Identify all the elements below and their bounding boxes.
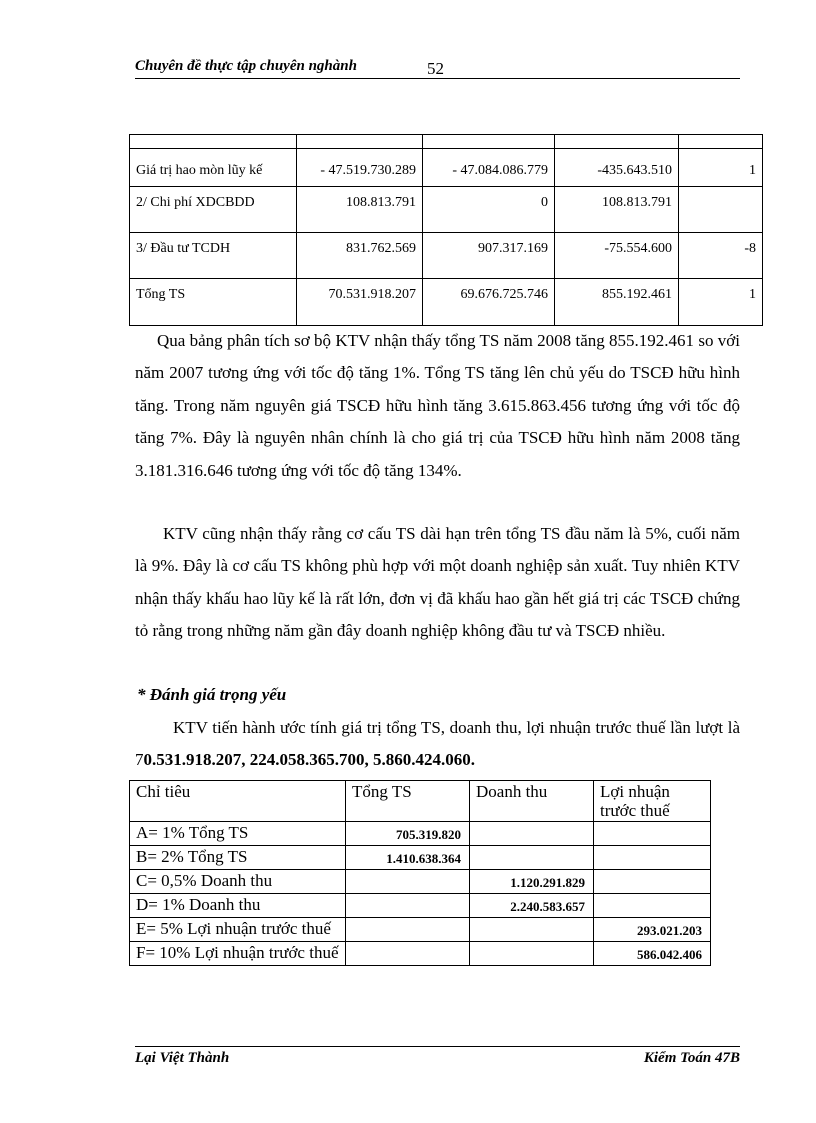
cell-value: 855.192.461: [555, 279, 679, 326]
row-label: Tổng TS: [130, 279, 297, 326]
cell-value: 907.317.169: [423, 233, 555, 279]
cell-value: [594, 846, 711, 870]
cell-value: 2.240.583.657: [470, 894, 594, 918]
cell-value: [679, 187, 763, 233]
column-header: Lợi nhuận trước thuế: [594, 781, 711, 822]
materiality-table: [129, 780, 711, 966]
row-label: B= 2% Tổng TS: [130, 846, 346, 870]
cell-value: 1: [679, 279, 763, 326]
table-row: [130, 233, 763, 279]
table-row: [130, 187, 763, 233]
table-row: [130, 918, 711, 942]
cell-value: 293.021.203: [594, 918, 711, 942]
table-row: [130, 894, 711, 918]
footer-class: Kiểm Toán 47B: [643, 1050, 740, 1066]
paragraph-analysis: Qua bảng phân tích sơ bộ KTV nhận thấy tổng TS năm 2008 tăng 855.192.461 so với năm 2007 tương ứng với tốc độ tăng 1%. Tổng TS tăng lên chủ yếu do TSCĐ hữu hình tăng. Trong năm nguyên giá TSCĐ hữu hình tăng 3.615.863.456 tương ứng với tốc độ tăng 7%. Đây là nguyên nhân chính là cho giá trị của TSCĐ hữu hình năm 2008 tăng 3.181.316.646 tương ứng với tốc độ tăng 134%.: [135, 331, 740, 480]
cell-value: [346, 942, 470, 966]
row-label: E= 5% Lợi nhuận trước thuế: [130, 918, 346, 942]
row-label: C= 0,5% Doanh thu: [130, 870, 346, 894]
cell-value: [346, 918, 470, 942]
table-row: [130, 942, 711, 966]
row-label: Giá trị hao mòn lũy kế: [130, 149, 297, 187]
header-title: Chuyên đề thực tập chuyên nghành: [135, 58, 357, 74]
footer-author: Lại Việt Thành: [135, 1050, 230, 1066]
cell-value: -75.554.600: [555, 233, 679, 279]
cell-value: 586.042.406: [594, 942, 711, 966]
cell-value: [470, 846, 594, 870]
cell-value: 70.531.918.207: [297, 279, 423, 326]
cell-value: [346, 870, 470, 894]
table-header-row: [130, 781, 711, 822]
cell-value: 108.813.791: [555, 187, 679, 233]
cell-value: 69.676.725.746: [423, 279, 555, 326]
materiality-text: KTV tiến hành ước tính giá trị tổng TS, doanh thu, lợi nhuận trước thuế lần lượt là 7: [135, 718, 740, 770]
table-row: [130, 149, 763, 187]
column-header: Tổng TS: [346, 781, 470, 822]
cell-value: [594, 870, 711, 894]
table-row: [130, 279, 763, 326]
row-label: 2/ Chi phí XDCBDD: [130, 187, 297, 233]
cell-value: [470, 942, 594, 966]
materiality-values: 0.531.918.207, 224.058.365.700, 5.860.424.060.: [143, 750, 475, 770]
cell-value: -8: [679, 233, 763, 279]
asset-comparison-table: [129, 134, 763, 326]
cell-value: 831.762.569: [297, 233, 423, 279]
row-label: D= 1% Doanh thu: [130, 894, 346, 918]
cell-value: [470, 918, 594, 942]
table-row: [130, 135, 763, 149]
cell-value: [594, 822, 711, 846]
cell-value: [594, 894, 711, 918]
cell-value: [346, 894, 470, 918]
page-footer: [135, 1046, 740, 1066]
cell-value: 0: [423, 187, 555, 233]
cell-value: 705.319.820: [346, 822, 470, 846]
cell-value: - 47.519.730.289: [297, 149, 423, 187]
page-header: [135, 58, 740, 79]
column-header: Doanh thu: [470, 781, 594, 822]
row-label: 3/ Đầu tư TCDH: [130, 233, 297, 279]
cell-value: 108.813.791: [297, 187, 423, 233]
table-row: [130, 822, 711, 846]
section-heading: * Đánh giá trọng yếu: [137, 685, 287, 704]
cell-value: 1: [679, 149, 763, 187]
cell-value: - 47.084.086.779: [423, 149, 555, 187]
cell-value: -435.643.510: [555, 149, 679, 187]
cell-value: 1.120.291.829: [470, 870, 594, 894]
table-row: [130, 870, 711, 894]
paragraph-structure: KTV cũng nhận thấy rằng cơ cấu TS dài hạn trên tổng TS đầu năm là 5%, cuối năm là 9%. Đây là cơ cấu TS không phù hợp với một doanh nghiệp sản xuất. Tuy nhiên KTV nhận thấy khấu hao lũy kế là rất lớn, đơn vị đã khấu hao gần hết giá trị các TSCĐ chứng tỏ rằng trong những năm gần đây doanh nghiệp không đầu tư và TSCĐ nhiều.: [135, 524, 740, 641]
row-label: F= 10% Lợi nhuận trước thuế: [130, 942, 346, 966]
cell-value: 1.410.638.364: [346, 846, 470, 870]
cell-value: [470, 822, 594, 846]
page-number: 52: [427, 59, 444, 78]
paragraph-materiality: [135, 712, 740, 777]
table-row: [130, 846, 711, 870]
row-label: A= 1% Tổng TS: [130, 822, 346, 846]
column-header: Chỉ tiêu: [130, 781, 346, 822]
